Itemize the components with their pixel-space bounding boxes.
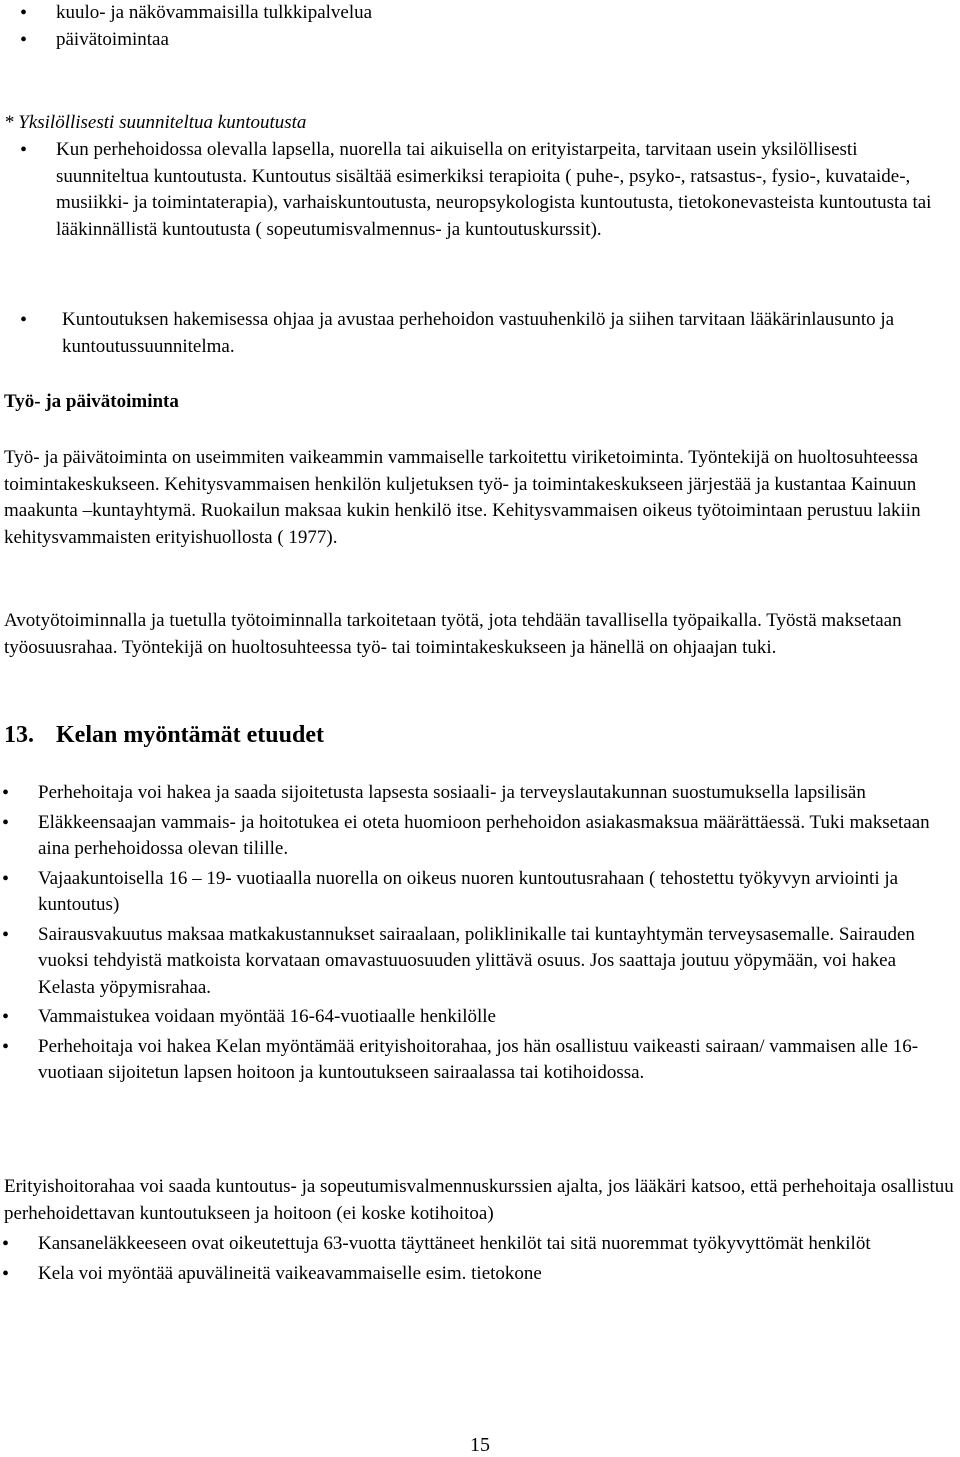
section-number: 13. xyxy=(4,722,34,748)
section-title: Kelan myöntämät etuudet xyxy=(56,722,324,748)
list-item xyxy=(0,307,940,360)
special-care-paragraph-block xyxy=(0,1174,955,1227)
rehab-item-text: Kun perhehoidossa olevalla lapsella, nuorella tai aikuisella on erityistarpeita, tarvitaan usein yksilöllisesti suunniteltua kuntoutusta. Kuntoutus sisältää esimerkiksi terapioita ( puhe-, psyko-, ratsastus-, fysio-, kuvataide-, musiikki- ja toimintaterapia), varhaiskuntoutusta, neuropsykologista kuntoutusta, tietokonevasteista kuntoutusta tai lääkinnällistä kuntoutusta ( sopeutumisvalmennus- ja kuntoutuskurssit). xyxy=(56,139,932,240)
list-item: • Sairausvakuutus maksaa matkakustannukset sairaalaan, poliklinikalle tai kuntayhtymän terveysasemalle. Sairauden vuoksi tehdyistä matkoista korvataan omavastuuosuuden ylittävä osuus. Jos saattaja joutuu yöpymään, voi hakea Kelasta yöpymisrahaa. xyxy=(0,922,940,1002)
list-item: • Kansaneläkkeeseen ovat oikeutettuja 63-vuotta täyttäneet henkilöt tai sitä nuoremmat työkyvyttömät henkilöt xyxy=(0,1231,940,1258)
work-paragraph-2-block xyxy=(0,608,955,661)
list-item: • Eläkkeensaajan vammais- ja hoitotukea ei oteta huomioon perhehoidon asiakasmaksua määrättäessä. Tuki maksetaan aina perhehoidossa olevan tilille. xyxy=(0,810,940,863)
list-item: • Vajaakuntoisella 16 – 19- vuotiaalla nuorella on oikeus nuoren kuntoutusrahaan ( tehostettu työkyvyn arviointi ja kuntoutus) xyxy=(0,866,940,919)
work-paragraph-2: Avotyötoiminnalla ja tuetulla työtoiminnalla tarkoitetaan työtä, jota tehdään tavallisella työpaikalla. Työstä maksetaan työosuusrahaa. Työntekijä on huoltosuhteessa työ- tai toimintakeskukseen ja hänellä on ohjaajan tuki. xyxy=(4,610,902,658)
page-number: 15 xyxy=(470,1434,490,1456)
rehab-heading-block xyxy=(0,110,960,137)
list-item: • Perhehoitaja voi hakea Kelan myöntämää erityishoitorahaa, jos hän osallistuu vaikeasti sairaan/ vammaisen alle 16-vuotiaan sijoitetun lapsen hoitoon ja kuntoutukseen sairaalassa tai kotihoidossa. xyxy=(0,1034,940,1087)
section-13-heading xyxy=(4,720,960,750)
rehab-item-text: Kuntoutuksen hakemisessa ohjaa ja avustaa perhehoidon vastuuhenkilö ja siihen tarvitaan lääkärinlausunto ja kuntoutussuunnitelma. xyxy=(62,309,895,357)
rehab-item-1-block xyxy=(0,137,950,243)
special-care-paragraph: Erityishoitorahaa voi saada kuntoutus- ja sopeutumisvalmennuskurssien ajalta, jos lääkäri katsoo, että perhehoitaja osallistuu perhehoidettavan kuntoutukseen ja hoitoon (ei koske kotihoitoa) xyxy=(4,1176,954,1224)
list-item: • päivätoimintaa xyxy=(0,27,960,54)
list-item: • Vammaistukea voidaan myöntää 16-64-vuotiaalle henkilölle xyxy=(0,1004,940,1031)
list-item xyxy=(0,137,950,243)
work-heading: Työ- ja päivätoiminta xyxy=(4,391,179,412)
list-item: • Perhehoitaja voi hakea ja saada sijoitetusta lapsesta sosiaali- ja terveyslautakunnan suostumuksella lapsilisän xyxy=(0,780,940,807)
pension-list-block xyxy=(0,1231,940,1287)
work-heading-block xyxy=(0,389,960,416)
list-item: • kuulo- ja näkövammaisilla tulkkipalvelua xyxy=(0,0,960,27)
top-bullet-list xyxy=(0,0,960,53)
work-paragraph-1-block xyxy=(0,445,950,551)
work-paragraph-1: Työ- ja päivätoiminta on useimmiten vaikeammin vammaiselle tarkoitettu viriketoiminta. Työntekijä on huoltosuhteessa toimintakeskukseen. Kehitysvammaisen henkilön kuljetuksen työ- ja toimintakeskukseen järjestää ja kustantaa Kainuun maakunta –kuntayhtymä. Ruokailun maksaa kukin henkilö itse. Kehitysvammaisen oikeus työtoimintaan perustuu lakiin kehitysvammaisten erityishuollosta ( 1977). xyxy=(4,447,921,548)
list-item: • Kela voi myöntää apuvälineitä vaikeavammaiselle esim. tietokone xyxy=(0,1261,940,1288)
benefits-list-block xyxy=(0,780,940,1087)
rehab-item-2-block xyxy=(0,307,940,360)
rehab-heading: * Yksilöllisesti suunniteltua kuntoutusta xyxy=(4,112,307,133)
